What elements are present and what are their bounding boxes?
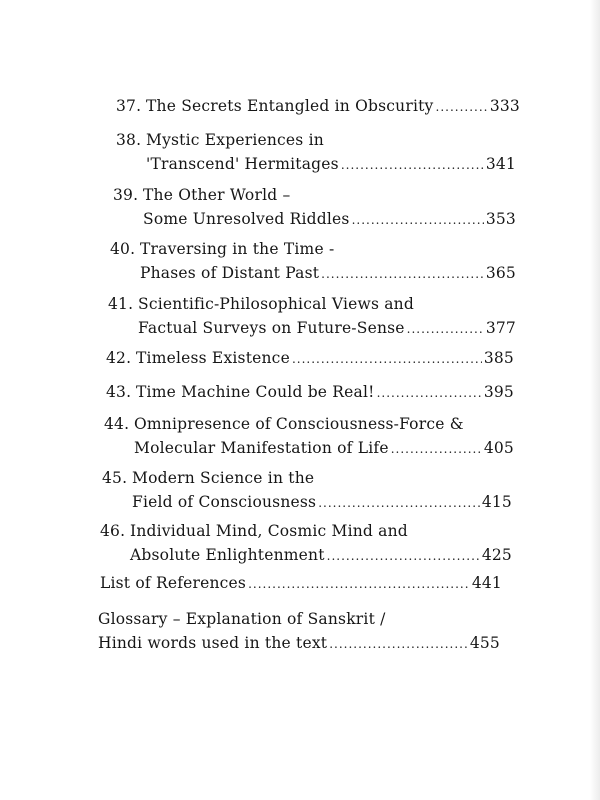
- page-number: 455: [469, 634, 500, 652]
- chapter-title-continued: Some Unresolved Riddles: [143, 210, 350, 228]
- dot-leader: [341, 155, 484, 175]
- toc-entry-43: [106, 382, 514, 406]
- chapter-number: 45.: [102, 469, 128, 487]
- section-title: Glossary – Explanation of Sanskrit /: [98, 610, 386, 628]
- chapter-number: 41.: [108, 295, 134, 313]
- chapter-number: 46.: [100, 522, 126, 540]
- toc-entry-44: [104, 414, 514, 462]
- chapter-number: 44.: [104, 415, 130, 433]
- chapter-title: Individual Mind, Cosmic Mind and: [130, 522, 408, 540]
- chapter-title: The Secrets Entangled in Obscurity: [146, 97, 434, 115]
- dot-leader: [391, 439, 482, 459]
- chapter-number: 39.: [113, 186, 139, 204]
- toc-entry-41: [108, 294, 516, 342]
- chapter-title-continued: Phases of Distant Past: [140, 264, 320, 282]
- page-number: 377: [485, 319, 516, 337]
- dot-leader: [436, 97, 488, 117]
- toc-entry-references: [100, 573, 502, 597]
- page-number: 425: [481, 546, 512, 564]
- page-number: 441: [471, 574, 502, 592]
- chapter-title: The Other World –: [143, 186, 291, 204]
- toc-entry-46: [100, 521, 512, 569]
- chapter-title-continued: Molecular Manifestation of Life: [134, 439, 389, 457]
- dot-leader: [292, 349, 482, 369]
- chapter-title-continued: Factual Surveys on Future-Sense: [138, 319, 405, 337]
- chapter-number: 40.: [110, 240, 136, 258]
- dot-leader: [407, 319, 484, 339]
- page-number: 415: [481, 493, 512, 511]
- chapter-title: Timeless Existence: [136, 349, 290, 367]
- toc-entry-40: [110, 239, 516, 287]
- chapter-number: 38.: [116, 131, 142, 149]
- page-number: 365: [485, 264, 516, 282]
- dot-leader: [318, 493, 480, 513]
- toc-entry-45: [102, 468, 512, 516]
- dot-leader: [329, 634, 468, 654]
- toc-entry-42: [106, 348, 514, 372]
- dot-leader: [321, 264, 484, 284]
- chapter-title: Modern Science in the: [132, 469, 315, 487]
- page-number: 395: [483, 383, 514, 401]
- page-edge-shadow: [590, 0, 600, 800]
- dot-leader: [377, 383, 482, 403]
- page-number: 353: [485, 210, 516, 228]
- chapter-title: Time Machine Could be Real!: [136, 383, 375, 401]
- toc-entry-38: [116, 130, 516, 178]
- dot-leader: [327, 546, 480, 566]
- chapter-title: Traversing in the Time -: [140, 240, 335, 258]
- chapter-title-continued: 'Transcend' Hermitages: [146, 155, 339, 173]
- dot-leader: [248, 574, 470, 594]
- chapter-title: Omnipresence of Consciousness-Force &: [134, 415, 464, 433]
- page-number: 333: [489, 97, 520, 115]
- chapter-number: 37.: [116, 97, 142, 115]
- dot-leader: [352, 210, 484, 230]
- section-title: List of References: [100, 574, 247, 592]
- chapter-title-continued: Field of Consciousness: [132, 493, 317, 511]
- chapter-title: Mystic Experiences in: [146, 131, 324, 149]
- page-number: 385: [483, 349, 514, 367]
- page-number: 405: [483, 439, 514, 457]
- chapter-number: 43.: [106, 383, 132, 401]
- chapter-title: Scientific-Philosophical Views and: [138, 295, 414, 313]
- toc-entry-glossary: [98, 609, 500, 657]
- toc-entry-39: [113, 185, 516, 233]
- page-number: 341: [485, 155, 516, 173]
- chapter-title-continued: Absolute Enlightenment: [130, 546, 325, 564]
- toc-entry-37: [116, 96, 520, 120]
- section-title-continued: Hindi words used in the text: [98, 634, 328, 652]
- chapter-number: 42.: [106, 349, 132, 367]
